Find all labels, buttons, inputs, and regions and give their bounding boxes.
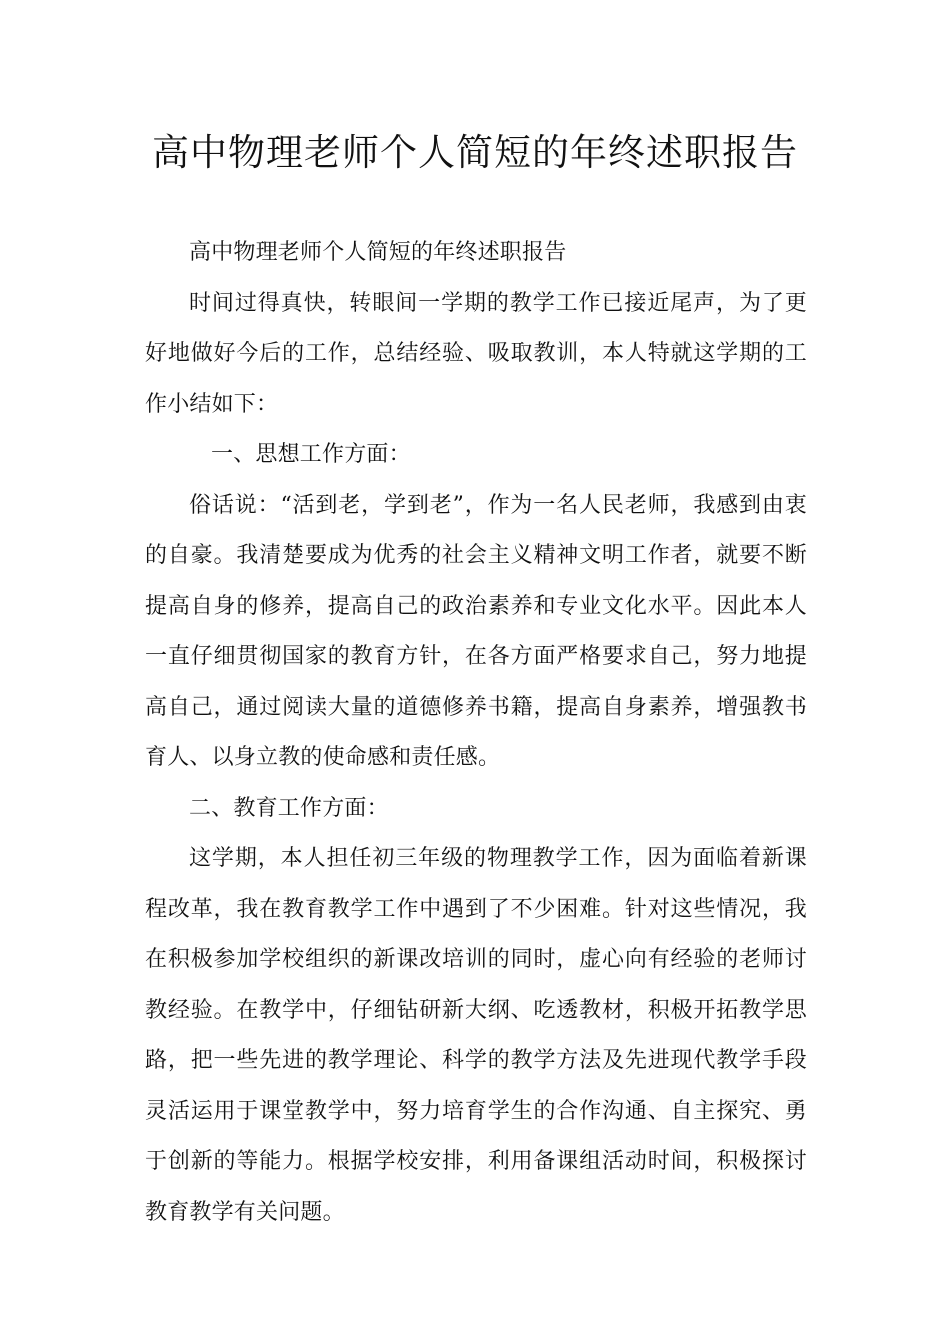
section-heading-education: 二、教育工作方面： [189, 795, 389, 821]
paragraph-education: 这学期，本人担任初三年级的物理教学工作，因为面临着新课程改革，我在教育教学工作中遇到了不少困难。针对这些情况，我在积极参加学校组织的新课改培训的同时，虚心向有经验的老师讨教经验。在教学中，仔细钻研新大纲、吃透教材，积极开拓教学思路，把一些先进的教学理论、科学的教学方法及先进现代教学手段灵活运用于课堂教学中，努力培育学生的合作沟通、自主探究、勇于创新的等能力。根据学校安排，利用备课组活动时间，积极探讨教育教学有关问题。 [145, 846, 807, 1225]
section-heading-ideology: 一、思想工作方面： [211, 442, 411, 467]
paragraph-ideology: 俗话说：“活到老，学到老”，作为一名人民老师，我感到由衷的自豪。我清楚要成为优秀的社会主义精神文明工作者，就要不断提高自身的修养，提高自己的政治素养和专业文化水平。因此本人一直仔细贯彻国家的教育方针，在各方面严格要求自己，努力地提高自己，通过阅读大量的道德修养书籍，提高自身素养，增强教书育人、以身立教的使命感和责任感。 [145, 492, 807, 770]
paragraph-subtitle: 高中物理老师个人简短的年终述职报告 [189, 240, 567, 265]
document-body [145, 228, 807, 1238]
document-title: 高中物理老师个人简短的年终述职报告 [152, 131, 798, 174]
paragraph-intro: 时间过得真快，转眼间一学期的教学工作已接近尾声，为了更好地做好今后的工作，总结经验、吸取教训，本人特就这学期的工作小结如下： [145, 290, 807, 417]
